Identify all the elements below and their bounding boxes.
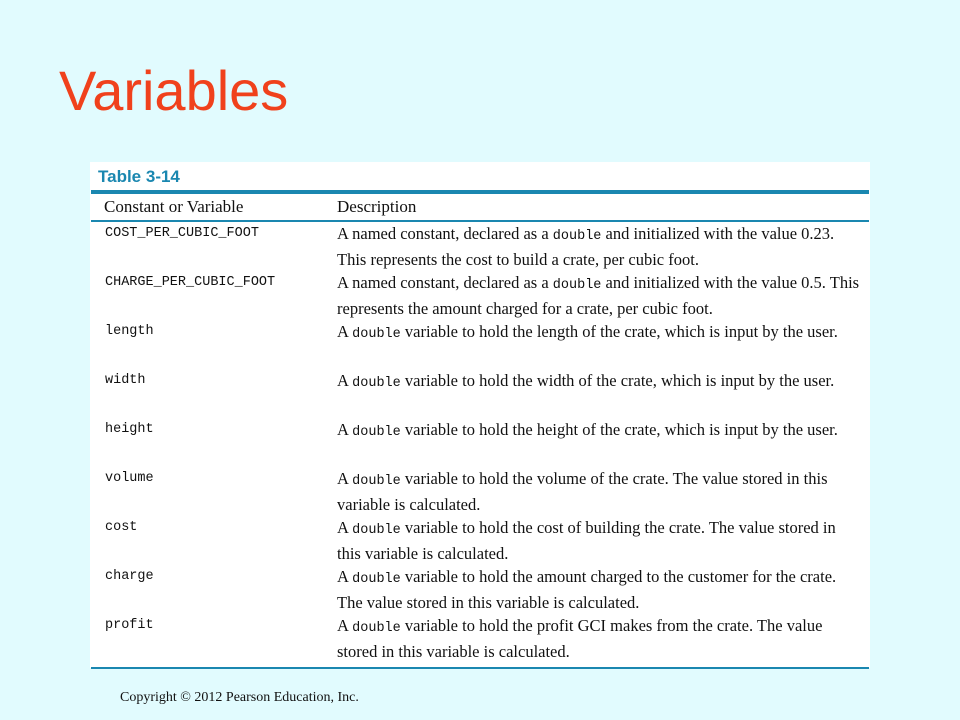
description-type-keyword: double bbox=[352, 621, 401, 636]
table-row bbox=[90, 369, 870, 418]
description-text: variable to hold the height of the crate, which is input by the user. bbox=[400, 420, 838, 439]
description-text: A named constant, declared as a bbox=[337, 273, 553, 292]
variable-description-cell bbox=[329, 614, 870, 663]
table-row bbox=[90, 271, 870, 320]
table-bottom-rule bbox=[91, 667, 869, 669]
variable-description-cell bbox=[329, 320, 870, 369]
description-type-keyword: double bbox=[552, 278, 602, 293]
variable-description-cell bbox=[329, 418, 870, 467]
table-row bbox=[90, 565, 870, 614]
description-type-keyword: double bbox=[552, 229, 602, 244]
variable-name-cell: length bbox=[105, 324, 154, 339]
table-row bbox=[90, 614, 870, 663]
variables-table bbox=[90, 194, 870, 663]
table-caption: Table 3-14 bbox=[98, 167, 180, 186]
description-type-keyword: double bbox=[352, 376, 401, 391]
column-header-name: Constant or Variable bbox=[104, 197, 244, 216]
description-type-keyword: double bbox=[352, 474, 401, 489]
table-row bbox=[90, 516, 870, 565]
variable-name-cell: cost bbox=[105, 520, 138, 535]
description-text: variable to hold the cost of building the crate. The value stored in this variable is calculated. bbox=[337, 518, 836, 563]
description-type-keyword: double bbox=[352, 425, 401, 440]
column-header-description: Description bbox=[337, 197, 417, 216]
description-text: and initialized with the value 0.23. This represents the cost to build a crate, per cubic foot. bbox=[337, 224, 835, 269]
description-type-keyword: double bbox=[352, 327, 401, 342]
description-type-keyword: double bbox=[352, 572, 401, 587]
variable-name-cell: volume bbox=[105, 471, 154, 486]
description-type-keyword: double bbox=[352, 523, 401, 538]
slide-title: Variables bbox=[59, 59, 289, 122]
table-row bbox=[90, 418, 870, 467]
description-text: variable to hold the width of the crate, which is input by the user. bbox=[400, 371, 835, 390]
table-row bbox=[90, 320, 870, 369]
variable-name-cell: COST_PER_CUBIC_FOOT bbox=[105, 226, 259, 241]
description-text: variable to hold the amount charged to the customer for the crate. The value stored in this variable is calculated. bbox=[337, 567, 837, 612]
description-text: A bbox=[337, 420, 353, 439]
variable-name-cell: charge bbox=[105, 569, 154, 584]
description-text: variable to hold the length of the crate, which is input by the user. bbox=[400, 322, 838, 341]
description-text: and initialized with the value 0.5. This represents the amount charged for a crate, per cubic foot. bbox=[337, 273, 860, 318]
variable-name-cell: profit bbox=[105, 618, 154, 633]
description-text: A bbox=[337, 469, 353, 488]
table-row bbox=[90, 222, 870, 271]
description-text: A named constant, declared as a bbox=[337, 224, 553, 243]
variable-name-cell: height bbox=[105, 422, 154, 437]
variable-description-cell bbox=[329, 271, 870, 320]
variable-name-cell: CHARGE_PER_CUBIC_FOOT bbox=[105, 275, 276, 290]
table-row bbox=[90, 467, 870, 516]
table-header-row bbox=[90, 194, 870, 220]
variable-description-cell bbox=[329, 516, 870, 565]
description-text: A bbox=[337, 371, 353, 390]
variable-description-cell bbox=[329, 222, 870, 271]
variable-description-cell bbox=[329, 467, 870, 516]
variable-description-cell bbox=[329, 565, 870, 614]
table-figure bbox=[90, 162, 870, 668]
copyright-notice: Copyright © 2012 Pearson Education, Inc. bbox=[120, 690, 359, 705]
description-text: A bbox=[337, 616, 353, 635]
description-text: A bbox=[337, 567, 353, 586]
description-text: A bbox=[337, 322, 353, 341]
description-text: variable to hold the volume of the crate. The value stored in this variable is calculated. bbox=[337, 469, 828, 514]
description-text: variable to hold the profit GCI makes from the crate. The value stored in this variable is calculated. bbox=[337, 616, 823, 661]
variable-description-cell bbox=[329, 369, 870, 418]
variable-name-cell: width bbox=[105, 373, 146, 388]
description-text: A bbox=[337, 518, 353, 537]
